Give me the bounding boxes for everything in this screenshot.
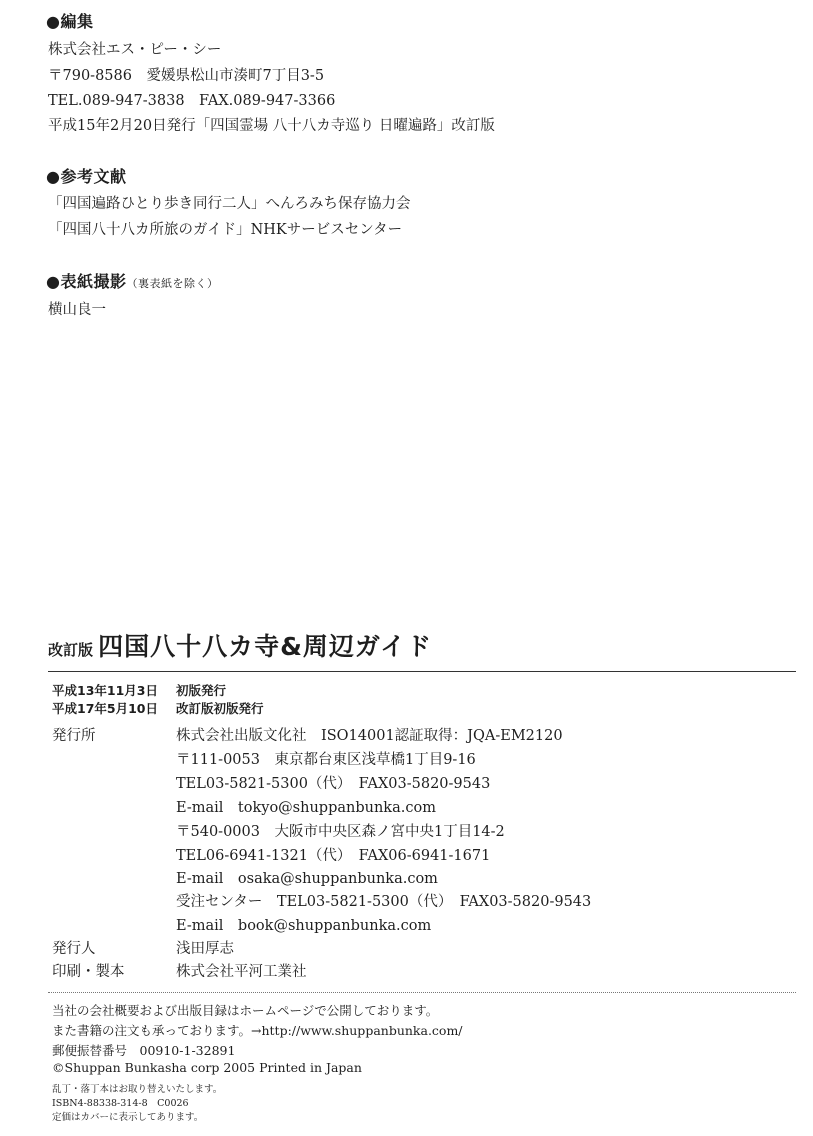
cover-photo-heading bbox=[46, 269, 218, 292]
cover-photo-heading-text: ●表紙撮影 bbox=[46, 272, 127, 291]
printing-label: 印刷・製本 bbox=[52, 964, 125, 980]
fine-print-line: 定価はカバーに表示してあります。 bbox=[52, 1112, 204, 1123]
editing-line: 株式会社エス・ピー・シー bbox=[48, 42, 222, 58]
title-main: 四国八十八カ寺&周辺ガイド bbox=[98, 632, 433, 661]
footer-line: 郵便振替番号 00910-1-32891 bbox=[52, 1043, 236, 1058]
title-edition-prefix: 改訂版 bbox=[48, 641, 94, 659]
footer-line: 当社の会社概要および出版目録はホームページで公開しております。 bbox=[52, 1003, 439, 1018]
publisher-line: 〒540-0003 大阪市中央区森ノ宮中央1丁目14-2 bbox=[176, 824, 505, 840]
publisher-line: 株式会社出版文化社 ISO14001認証取得：JQA-EM2120 bbox=[176, 728, 563, 744]
title-divider bbox=[48, 671, 796, 672]
isbn-line: ISBN4-88338-314-8 C0026 bbox=[52, 1098, 189, 1109]
reference-item: 「四国遍路ひとり歩き同行二人」へんろみち保存協力会 bbox=[48, 196, 411, 212]
editing-line: 〒790-8586 愛媛県松山市湊町7丁目3-5 bbox=[48, 68, 325, 84]
photographer-name: 横山良一 bbox=[48, 302, 106, 318]
publisher-line: 〒111-0053 東京都台東区浅草橋1丁目9-16 bbox=[176, 752, 476, 768]
publisher-line: 受注センター TEL03-5821-5300（代） FAX03-5820-9543 bbox=[176, 894, 592, 910]
editing-line: TEL.089-947-3838 FAX.089-947-3366 bbox=[48, 93, 336, 109]
date-first-edition: 平成13年11月3日 bbox=[52, 683, 158, 698]
footer-divider bbox=[48, 992, 796, 993]
fine-print-line: 乱丁・落丁本はお取り替えいたします。 bbox=[52, 1084, 223, 1095]
book-title bbox=[48, 627, 432, 663]
references-heading: ●参考文献 bbox=[46, 167, 127, 186]
cover-photo-note: （裏表紙を除く） bbox=[126, 277, 219, 290]
publisher-line: E-mail book@shuppanbunka.com bbox=[176, 918, 432, 934]
copyright-line: ©Shuppan Bunkasha corp 2005 Printed in Japan bbox=[52, 1060, 362, 1075]
date-revised-edition-label: 改訂版初版発行 bbox=[176, 701, 264, 716]
publisher-line: E-mail osaka@shuppanbunka.com bbox=[176, 871, 438, 887]
reference-item: 「四国八十八カ所旅のガイド」NHKサービスセンター bbox=[48, 222, 403, 238]
printing-company: 株式会社平河工業社 bbox=[176, 964, 307, 980]
publisher-label: 発行所 bbox=[52, 728, 96, 744]
date-revised-edition: 平成17年5月10日 bbox=[52, 701, 158, 716]
editing-heading: ●編集 bbox=[46, 12, 94, 31]
footer-line: また書籍の注文も承っております。→http://www.shuppanbunka.com/ bbox=[52, 1023, 463, 1038]
issuer-label: 発行人 bbox=[52, 941, 96, 957]
publisher-line: E-mail tokyo@shuppanbunka.com bbox=[176, 800, 436, 816]
issuer-name: 浅田厚志 bbox=[176, 941, 234, 957]
date-first-edition-label: 初版発行 bbox=[176, 683, 227, 698]
publisher-line: TEL06-6941-1321（代） FAX06-6941-1671 bbox=[176, 848, 491, 864]
publisher-line: TEL03-5821-5300（代） FAX03-5820-9543 bbox=[176, 776, 491, 792]
editing-line: 平成15年2月20日発行「四国霊場 八十八カ寺巡り 日曜遍路」改訂版 bbox=[48, 118, 495, 134]
